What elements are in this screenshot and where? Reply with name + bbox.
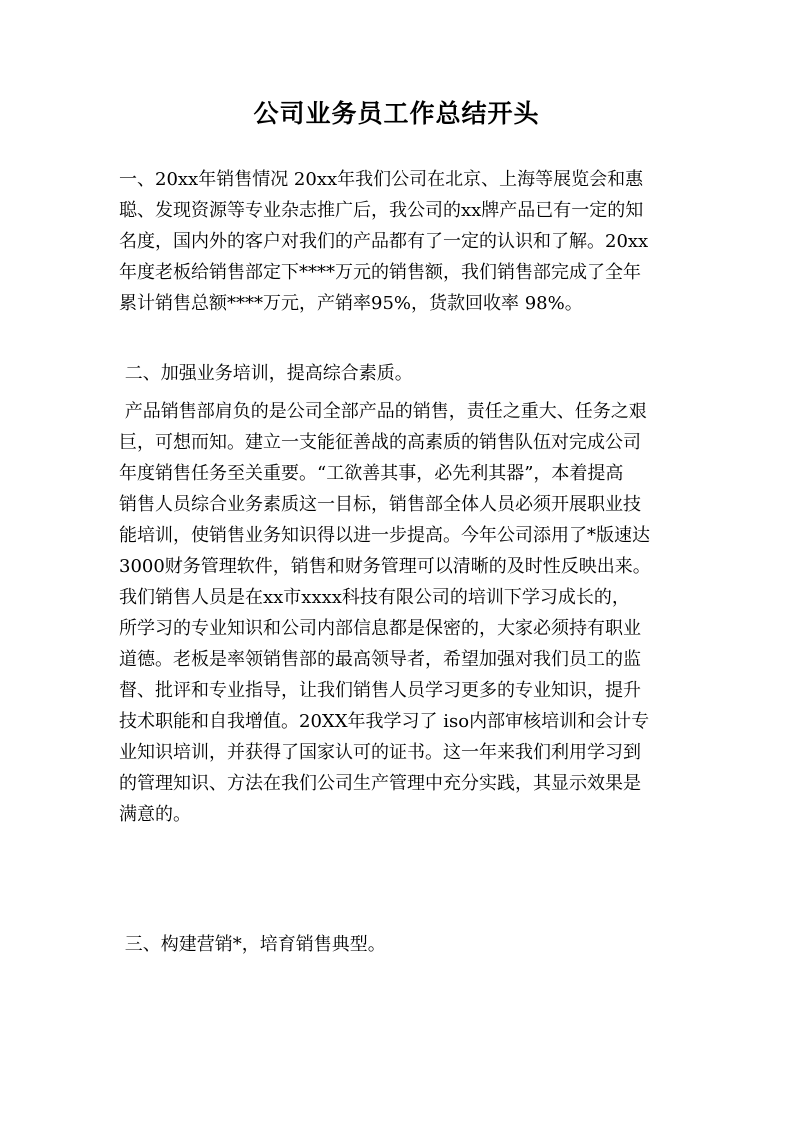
paragraph-line: 业知识培训，并获得了国家认可的证书。这一年来我们利用学习到 (119, 742, 641, 763)
paragraph-line: 聪、发现资源等专业杂志推广后，我公司的xx牌产品已有一定的知 (119, 200, 644, 221)
paragraph-line: 满意的。 (119, 804, 191, 825)
paragraph-line: 累计销售总额****万元，产销率95%，货款回收率 98%。 (119, 293, 583, 314)
heading-line: 三、构建营销*，培育销售典型。 (119, 934, 386, 955)
paragraph-line: 所学习的专业知识和公司内部信息都是保密的，大家必须持有职业 (119, 618, 641, 639)
paragraph-line: 道德。老板是率领销售部的最高领导者，希望加强对我们员工的监 (119, 649, 641, 670)
paragraph-line: 名度，国内外的客户对我们的产品都有了一定的认识和了解。20xx (119, 231, 649, 252)
paragraph-line: 能培训，使销售业务知识得以进一步提高。今年公司添用了*版速达 (119, 525, 650, 546)
paragraph-line: 年度销售任务至关重要。“工欲善其事，必先利其器”，本着提高 (119, 463, 624, 484)
document-title: 公司业务员工作总结开头 (253, 99, 540, 128)
paragraph-line: 的管理知识、方法在我们公司生产管理中充分实践，其显示效果是 (119, 773, 641, 794)
paragraph-line: 销售人员综合业务素质这一目标，销售部全体人员必须开展职业技 (119, 494, 641, 515)
paragraph-line: 一、20xx年销售情况 20xx年我们公司在北京、上海等展览会和惠 (119, 169, 644, 190)
paragraph-sales-situation (119, 164, 679, 319)
paragraph-line: 督、批评和专业指导，让我们销售人员学习更多的专业知识，提升 (119, 680, 641, 701)
paragraph-line: 巨，可想而知。建立一支能征善战的高素质的销售队伍对完成公司 (119, 432, 641, 453)
paragraph-line: 我们销售人员是在xx市xxxx科技有限公司的培训下学习成长的， (119, 587, 630, 608)
paragraph-line: 3000财务管理软件，销售和财务管理可以清晰的及时性反映出来。 (119, 556, 651, 577)
section-heading-training (119, 358, 679, 389)
paragraph-line: 年度老板给销售部定下****万元的销售额，我们销售部完成了全年 (119, 262, 641, 283)
paragraph-line: 产品销售部肩负的是公司全部产品的销售，责任之重大、任务之艰 (119, 401, 647, 422)
paragraph-line: 技术职能和自我增值。20XX年我学习了 iso内部审核培训和会计专 (119, 711, 650, 732)
section-heading-marketing (119, 929, 679, 960)
paragraph-training (119, 396, 679, 830)
heading-line: 二、加强业务培训，提高综合素质。 (119, 363, 413, 384)
